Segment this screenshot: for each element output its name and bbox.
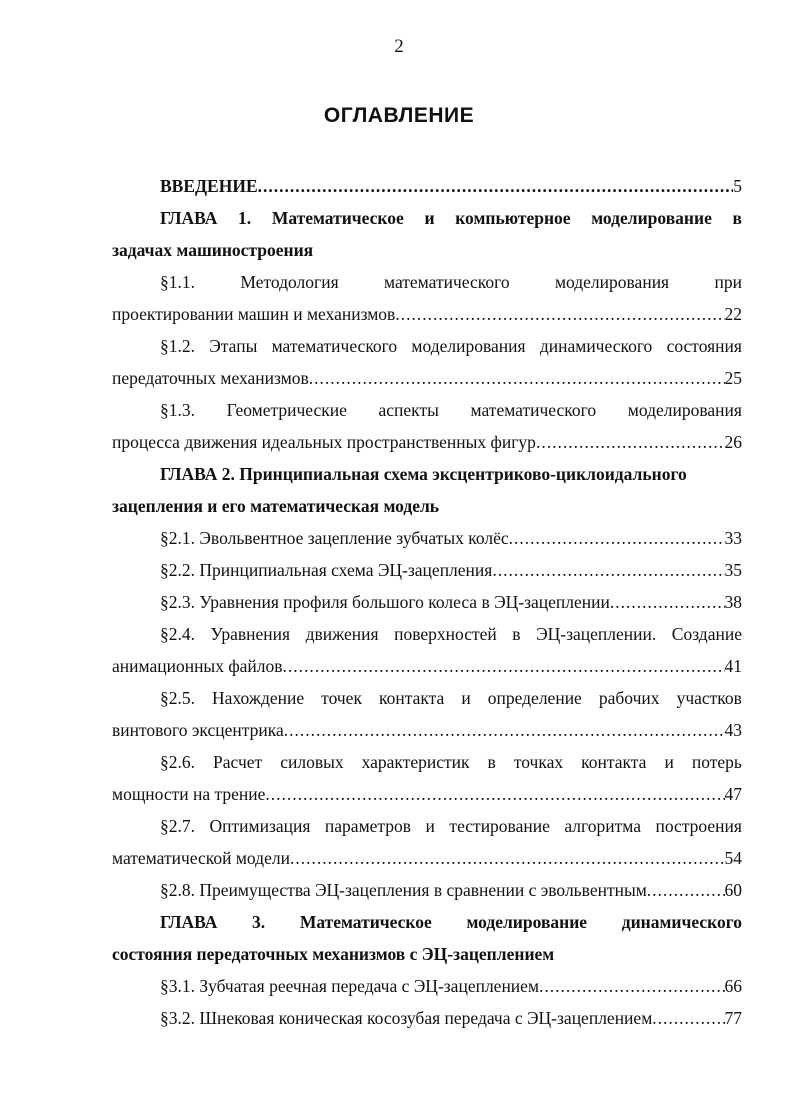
toc-entry-2-8[interactable]: §2.8. Преимущества ЭЦ-зацепления в сравнении с эвольвентным ..... 60 bbox=[112, 874, 742, 906]
page-title: ОГЛАВЛЕНИЕ bbox=[323, 104, 475, 127]
toc-page-number: 41 bbox=[724, 656, 742, 676]
toc-entry-2-3[interactable]: §2.3. Уравнения профиля большого колеса в ЭЦ-зацеплении ..... 38 bbox=[112, 586, 742, 618]
toc-page-number: 5 bbox=[733, 176, 742, 196]
toc-page-number: 43 bbox=[724, 720, 742, 740]
toc-entry-1-3[interactable]: §1.3. Геометрические аспекты математического моделирования процесса движения идеальных пространственных фигур ..... 26 bbox=[112, 394, 742, 458]
toc-entry-intro[interactable] bbox=[112, 170, 742, 202]
toc-page-number: 47 bbox=[724, 784, 742, 804]
toc-entry-2-1[interactable]: §2.1. Эвольвентное зацепление зубчатых колёс ..... 33 bbox=[112, 522, 742, 554]
leader-dots bbox=[258, 170, 734, 202]
chapter-heading-continuation: задачах машиностроения bbox=[112, 240, 314, 260]
toc-chapter-2[interactable] bbox=[112, 458, 742, 522]
leader-dots bbox=[539, 970, 724, 1002]
leader-dots bbox=[610, 586, 725, 618]
leader-dots bbox=[395, 298, 724, 330]
leader-dots bbox=[652, 1002, 724, 1034]
page-number: 2 bbox=[394, 36, 404, 57]
toc-entry-2-4[interactable]: §2.4. Уравнения движения поверхностей в ЭЦ-зацеплении. Создание анимационных файлов ..... 41 bbox=[112, 618, 742, 682]
toc-chapter-3[interactable] bbox=[112, 906, 742, 970]
toc-entry-2-2[interactable]: §2.2. Принципиальная схема ЭЦ-зацепления ..... 35 bbox=[112, 554, 742, 586]
toc-page-number: 38 bbox=[724, 592, 742, 612]
toc-entry-label: ВВЕДЕНИЕ bbox=[160, 176, 258, 196]
leader-dots bbox=[509, 522, 725, 554]
toc-entry-3-2[interactable]: §3.2. Шнековая коническая косозубая передача с ЭЦ-зацеплением ..... 77 bbox=[112, 1002, 742, 1034]
chapter-heading-continuation: состояния передаточных механизмов с ЭЦ-зацеплением bbox=[112, 944, 555, 964]
leader-dots bbox=[492, 554, 724, 586]
toc-entry-2-6[interactable]: §2.6. Расчет силовых характеристик в точках контакта и потерь мощности на трение ..... 47 bbox=[112, 746, 742, 810]
toc-page-number: 33 bbox=[724, 528, 742, 548]
toc-entry-2-5[interactable]: §2.5. Нахождение точек контакта и определение рабочих участков винтового эксцентрика ..... 43 bbox=[112, 682, 742, 746]
chapter-heading-continuation: зацепления и его математическая модель bbox=[112, 496, 440, 516]
toc-chapter-1[interactable] bbox=[112, 202, 742, 266]
toc-page-number: 26 bbox=[724, 432, 742, 452]
leader-dots bbox=[265, 778, 724, 810]
chapter-heading-line: ГЛАВА 3. Математическое моделирование динамического bbox=[160, 912, 742, 932]
toc-page-number: 25 bbox=[724, 368, 742, 388]
leader-dots bbox=[283, 650, 725, 682]
toc-entry-1-1[interactable]: §1.1. Методология математического моделирования при проектировании машин и механизмов ..... 22 bbox=[112, 266, 742, 330]
leader-dots bbox=[284, 714, 725, 746]
toc-page-number: 66 bbox=[724, 976, 742, 996]
toc-entry-1-2[interactable]: §1.2. Этапы математического моделирования динамического состояния передаточных механизмов ..... 25 bbox=[112, 330, 742, 394]
leader-dots bbox=[536, 426, 725, 458]
leader-dots bbox=[290, 842, 725, 874]
toc-page-number: 77 bbox=[724, 1008, 742, 1028]
toc-page-number: 54 bbox=[724, 848, 742, 868]
toc-page-number: 22 bbox=[724, 304, 742, 324]
chapter-heading-line: ГЛАВА 1. Математическое и компьютерное моделирование в bbox=[160, 208, 742, 228]
toc-entry-3-1[interactable]: §3.1. Зубчатая реечная передача с ЭЦ-зацеплением ..... 66 bbox=[112, 970, 742, 1002]
toc-page-number: 60 bbox=[724, 880, 742, 900]
table-of-contents bbox=[112, 170, 742, 1034]
chapter-heading-line: ГЛАВА 2. Принципиальная схема эксцентриково-циклоидального bbox=[160, 464, 687, 484]
leader-dots bbox=[647, 874, 725, 906]
toc-page-number: 35 bbox=[724, 560, 742, 580]
toc-entry-2-7[interactable]: §2.7. Оптимизация параметров и тестирование алгоритма построения математической модели ..... 54 bbox=[112, 810, 742, 874]
leader-dots bbox=[309, 362, 725, 394]
